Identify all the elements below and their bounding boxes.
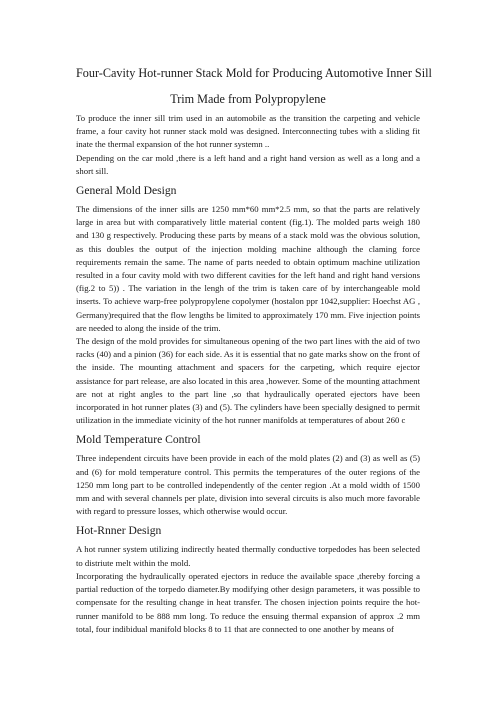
section-heading-hot-runner-design: Hot-Rnner Design bbox=[76, 524, 162, 538]
general-mold-design-paragraph-1: The dimensions of the inner sills are 1250 mm*60 mm*2.5 mm, so that the parts are relatively large in area but with comparatively little material content (fig.1). The molded parts weigh 180 and 130 g respectively. Producing these parts by means of a stack mold was the obvious solution, as this doubles the output of the injection molding machine although the claming force requirements remain the same. The name of parts needed to obtain optimum machine utilization resulted in a four cavity mold with two different cavities for the left hand and right hand versions (fig.2 to 5)) . The variation in the lengh of the trim is taken care of by interchangeable mold inserts. To achieve warp-free polypropylene copolymer (hostalon ppr 1042,supplier: Hoechst AG , Germany)required that the flow lengths be limited to approximately 170 mm. Five injection points are needed to along the inside of the trim. bbox=[76, 204, 420, 333]
document-title-line-2: Trim Made from Polypropylene bbox=[170, 92, 326, 106]
intro-paragraph-2: Depending on the car mold ,there is a left hand and a right hand version as well as a long and a short sill. bbox=[76, 152, 420, 176]
document-title-line-1: Four-Cavity Hot-runner Stack Mold for Producing Automotive Inner Sill bbox=[76, 66, 432, 80]
intro-paragraph-1: To produce the inner sill trim used in an automobile as the transition the carpeting and vehicle frame, a four cavity hot runner stack mold was designed. Interconnecting tubes with a sliding fit inate the thermal expansion of the hot runner systemn .. bbox=[76, 113, 420, 150]
hot-runner-design-paragraph-1: A hot runner system utilizing indirectly heated thermally conductive torpedodes has been selected to distriute melt within the mold. bbox=[76, 544, 420, 568]
mold-temperature-control-paragraph-1: Three independent circuits have been provide in each of the mold plates (2) and (3) as well as (5) and (6) for mold temperature control. This permits the temperatures of the outer regions of the 1250 mm long part to be controlled independently of the center region .At a mold width of 1500 mm and with several channels per plate, division into several circuits is also much more favorable with regard to pressure losses, which otherwise would occur. bbox=[76, 453, 420, 517]
hot-runner-design-paragraph-2: Incorporating the hydraulically operated ejectors in reduce the available space ,thereby forcing a partial reduction of the torpedo diameter.By modifying other design parameters, it was possible to compensate for the resulting change in heat transfer. The chosen injection points require the hot-runner manifold to be 888 mm long. To reduce the ensuing thermal expansion of approx .2 mm total, four indibidual manifold blocks 8 to 11 that are connected to one another by means of bbox=[76, 570, 420, 634]
section-heading-mold-temperature-control: Mold Temperature Control bbox=[76, 433, 201, 447]
general-mold-design-paragraph-2: The design of the mold provides for simultaneous opening of the two part lines with the aid of two racks (40) and a pinion (36) for each side. As it is essential that no gate marks show on the front of the inside. The mounting attachment and spacers for the carpeting, which require ejector assistance for part release, are also located in this area ,however. Some of the mounting attachment are not at right angles to the part line ,so that hydraulically operated ejectors have been incorporated in hot runner plates (3) and (5). The cylinders have been specially designed to permit utilization in the immediate vicinity of the hot runner manifolds at temperatures of about 260 c bbox=[76, 336, 420, 426]
section-heading-general-mold-design: General Mold Design bbox=[76, 184, 177, 198]
